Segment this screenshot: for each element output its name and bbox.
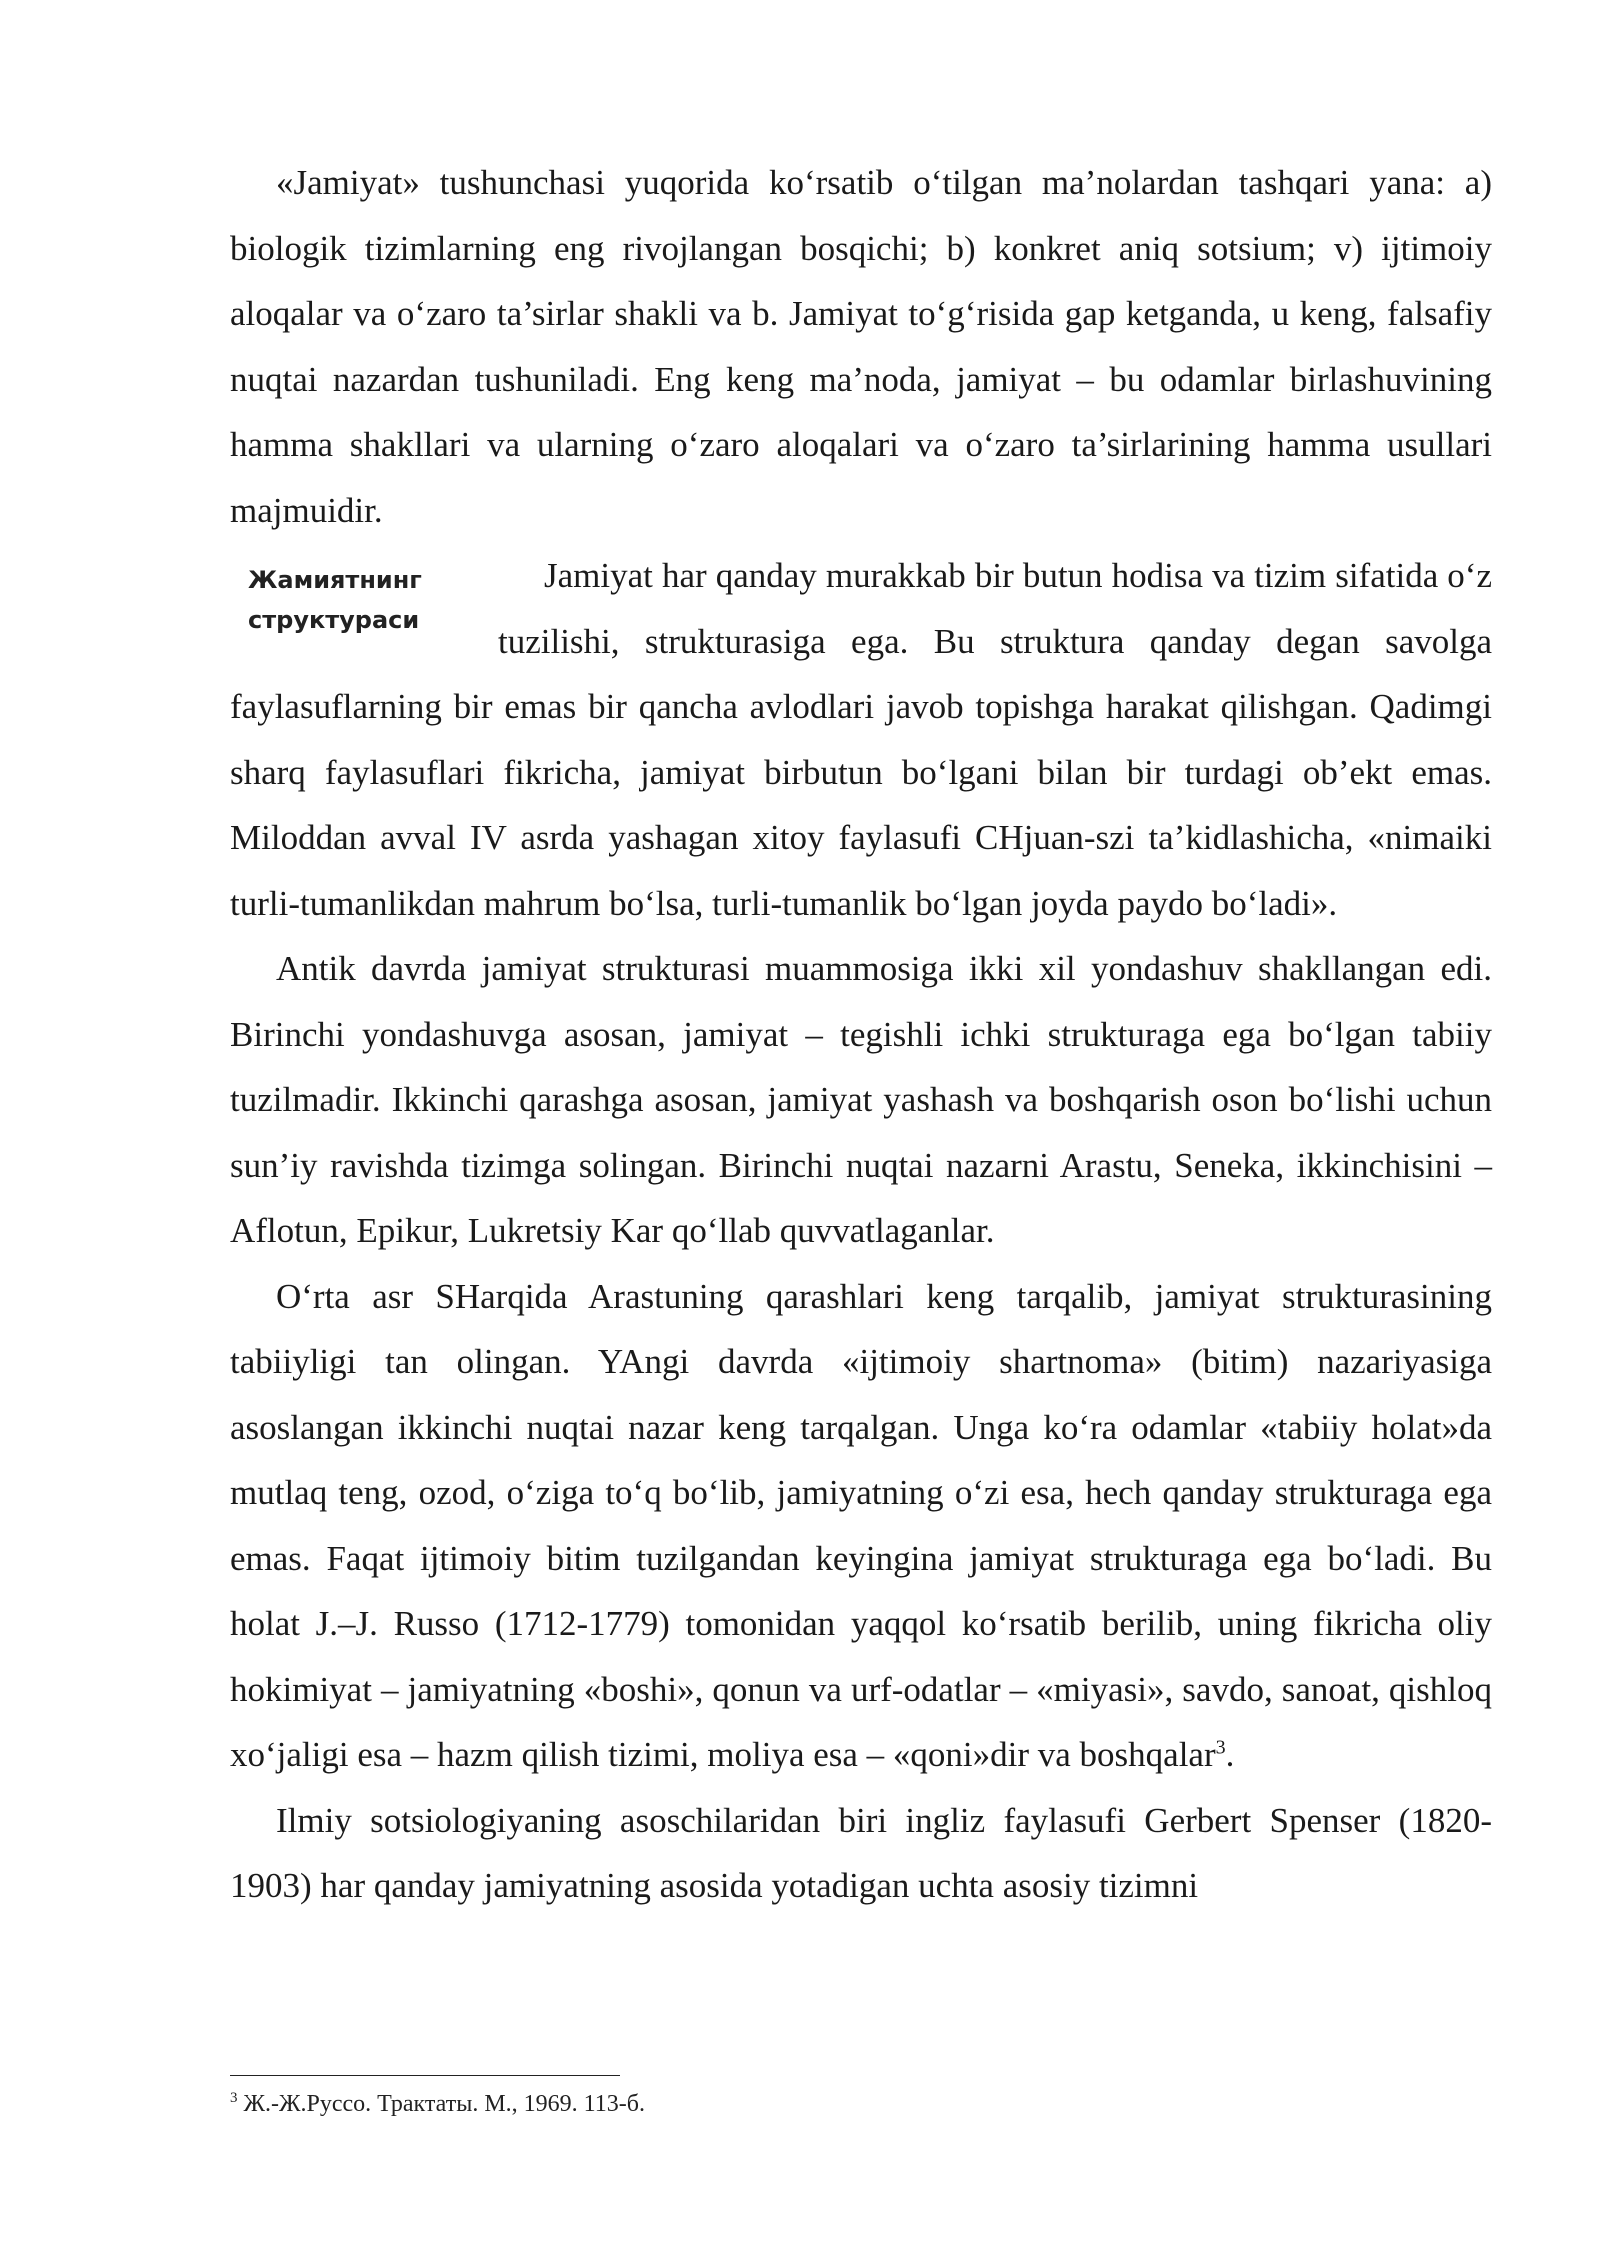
paragraph-middle-ages (230, 1264, 1492, 1788)
paragraph-middle-ages-text: Oʻrta asr SHarqida Arastuning qarashlari keng tarqalib, jamiyat strukturasining tabiiyligi tan olingan. YAngi davrda «ijtimoiy shartnoma» (bitim) nazariyasiga asoslangan ikkinchi nuqtai nazar keng tarqalgan. Unga koʻra odamlar «tabiiy holat»da mutlaq teng, ozod, oʻziga toʻq boʻlib, jamiyatning oʻzi esa, hech qanday strukturaga ega emas. Faqat ijtimoiy bitim tuzilgandan keyingina jamiyat strukturaga ega boʻladi. Bu holat J.–J. Russo (1712-1779) tomonidan yaqqol koʻrsatib berilib, uning fikricha oliy hokimiyat – jamiyatning «boshi», qonun va urf-odatlar – «miyasi», savdo, sanoat, qishloq xoʻjaligi esa – hazm qilish tizimi, moliya esa – «qoni»dir va boshqalar (230, 1276, 1492, 1774)
margin-note-line-2: структураси (248, 606, 420, 634)
margin-note-line-1: Жамиятнинг (248, 566, 422, 594)
footnote (230, 2088, 645, 2120)
paragraph-spencer: Ilmiy sotsiologiyaning asoschilaridan biri ingliz faylasufi Gerbert Spenser (1820-1903) har qanday jamiyatning asosida yotadigan uchta asosiy tizimni (230, 1800, 1492, 1905)
footnote-marker: 3 (230, 2090, 238, 2106)
document-body (230, 150, 1492, 1919)
footnote-reference[interactable]: 3 (1215, 1736, 1226, 1759)
margin-note (248, 560, 478, 640)
footnote-text: Ж.-Ж.Руссо. Трактаты. М., 1969. 113-б. (243, 2091, 645, 2117)
paragraph-society-structure: Jamiyat har qanday murakkab bir butun hodisa va tizim sifatida oʻz tuzilishi, strukturasiga ega. Bu struktura qanday degan savolga faylasuflarning bir emas bir qancha avlodlari javob topishga harakat qilishgan. Qadimgi sharq faylasuflari fikricha, jamiyat birbutun boʻlgani bilan bir turdagi ob’ekt emas. Miloddan avval IV asrda yashagan xitoy faylasufi CHjuan-szi ta’kidlashicha, «nimaiki turli-tumanlikdan mahrum boʻlsa, turli-tumanlik boʻlgan joyda paydo boʻladi». (230, 556, 1492, 923)
paragraph-antique-period: Antik davrda jamiyat strukturasi muammosiga ikki xil yondashuv shakllangan edi. Birinchi yondashuvga asosan, jamiyat – tegishli ichki strukturaga ega boʻlgan tabiiy tuzilmadir. Ikkinchi qarashga asosan, jamiyat yashash va boshqarish oson boʻlishi uchun sun’iy ravishda tizimga solingan. Birinchi nuqtai nazarni Arastu, Seneka, ikkinchisini – Aflotun, Epikur, Lukretsiy Kar qoʻllab quvvatlaganlar. (230, 949, 1492, 1250)
footnote-divider (230, 2075, 620, 2076)
paragraph-jamiyat-meaning: «Jamiyat» tushunchasi yuqorida koʻrsatib oʻtilgan ma’nolardan tashqari yana: a) biologik tizimlarning eng rivojlangan bosqichi; b) konkret aniq sotsium; v) ijtimoiy aloqalar va oʻzaro ta’sirlar shakli va b. Jamiyat toʻgʻrisida gap ketganda, u keng, falsafiy nuqtai nazardan tushuniladi. Eng keng ma’noda, jamiyat – bu odamlar birlashuvining hamma shakllari va ularning oʻzaro aloqalari va oʻzaro ta’sirlarining hamma usullari majmuidir. (230, 163, 1492, 530)
paragraph-middle-ages-end: . (1225, 1735, 1235, 1774)
